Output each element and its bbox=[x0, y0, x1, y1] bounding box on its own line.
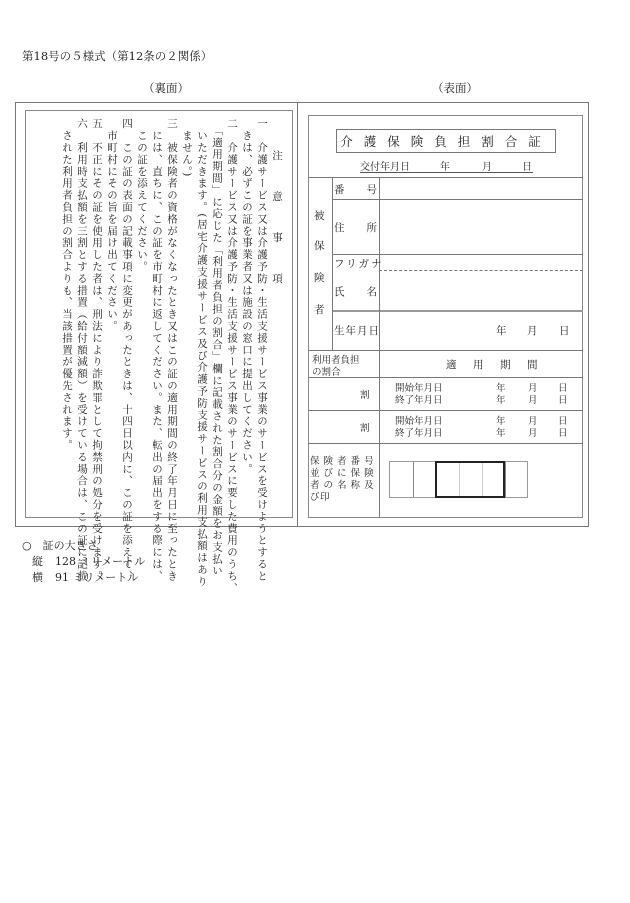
period-header: 適 用 期 間 bbox=[446, 359, 541, 371]
insured-label-column-rule bbox=[332, 177, 333, 350]
notes-heading: 注 意 事 項 bbox=[271, 150, 283, 294]
period-1-start-month: 月 bbox=[528, 383, 538, 394]
number-field[interactable] bbox=[381, 182, 579, 198]
birth-label: 生年月日 bbox=[334, 325, 380, 337]
insurer-digit-divider bbox=[505, 462, 506, 497]
note-line-12: 五 不正にその証を使用した者は、刑法により詐欺罪として拘禁刑の処分を受けます。 bbox=[91, 118, 103, 583]
period-2-end-day: 日 bbox=[558, 428, 568, 439]
period-2-end-month: 月 bbox=[528, 428, 538, 439]
issue-date-label: 交付年月日 bbox=[360, 162, 410, 173]
birth-day: 日 bbox=[559, 325, 570, 337]
period-2-start-year: 年 bbox=[496, 416, 506, 427]
insured-char-4: 者 bbox=[314, 304, 325, 316]
rule-after-address bbox=[332, 254, 583, 255]
note-line-8: には、直ちに、この証を市町村に返してください。また、転出の届出をする際には、 bbox=[151, 118, 163, 583]
insured-char-3: 険 bbox=[314, 272, 325, 284]
period-2-start-label: 開始年月日 bbox=[395, 416, 443, 427]
note-line-4: 「適用期間」に応じた「利用者負担の割合」欄に記載された割合分の金額をお支払い bbox=[211, 118, 223, 577]
furigana-field[interactable] bbox=[381, 256, 579, 269]
note-line-3: 二 介護サービス又は介護予防・生活支援サービス事業のサービスに要した費用のうち、 bbox=[226, 118, 238, 594]
value-column-rule bbox=[379, 177, 380, 518]
name-field[interactable] bbox=[381, 274, 579, 308]
rule-after-burden-header bbox=[308, 377, 583, 378]
period-1-end-label: 終了年月日 bbox=[395, 395, 443, 406]
period-1-end-month: 月 bbox=[528, 395, 538, 406]
rule-after-number bbox=[332, 199, 583, 200]
ratio-header-line-2: の割合 bbox=[312, 367, 341, 378]
card-title: 介護保険負担割合証 bbox=[336, 129, 556, 153]
note-line-14: された利用者負担の割合よりも、当該措置が優先されます。 bbox=[61, 118, 73, 452]
note-line-9: この証を添えてください。 bbox=[136, 118, 148, 273]
insured-char-2: 保 bbox=[314, 240, 325, 252]
number-label: 番 号 bbox=[334, 184, 377, 196]
size-heading: ○ 証の大きさ bbox=[22, 539, 98, 552]
rule-after-birth bbox=[308, 350, 583, 351]
issue-date-year: 年 bbox=[440, 162, 450, 173]
note-line-1: 一 介護サービス又は介護予防・生活支援サービス事業のサービスを受けようとすると bbox=[256, 118, 268, 583]
note-line-11: 市町村にその旨を届け出てください。 bbox=[106, 118, 118, 333]
rule-furigana-dashed bbox=[379, 270, 583, 271]
note-line-13: 六 利用時支払額を三割とする措置（給付額減額）を受けている場合は、この証に記載 bbox=[76, 118, 88, 583]
issue-date-month: 月 bbox=[482, 162, 492, 173]
card-fold-divider bbox=[297, 102, 298, 527]
size-height-value: 128 ミリメートル bbox=[55, 555, 146, 568]
table-top-rule bbox=[308, 177, 583, 178]
period-2-start-day: 日 bbox=[558, 416, 568, 427]
period-2-start-month: 月 bbox=[528, 416, 538, 427]
insured-char-1: 被 bbox=[314, 210, 325, 222]
note-line-7: 三 被保険者の資格がなくなったとき又はこの証の適用期間の終了年月日に至ったとき bbox=[166, 118, 178, 583]
size-height-label: 縦 bbox=[32, 555, 43, 568]
note-line-2: きは、必ずこの証を事業者又は施設の窓口に提出してください。 bbox=[241, 118, 253, 475]
birth-year: 年 bbox=[496, 325, 507, 337]
size-width-value: 91 ミリメートル bbox=[55, 571, 139, 584]
form-title: 第18号の５様式（第12条の２関係） bbox=[22, 49, 213, 63]
period-2-ratio-unit: 割 bbox=[360, 423, 370, 434]
insurer-label: 保 険 者 番 号 並 び に 保 険 者 の 名 称 及 び印 bbox=[310, 456, 375, 503]
furigana-label: フリガナ bbox=[334, 258, 384, 270]
period-1-end-year: 年 bbox=[496, 395, 506, 406]
back-side-label: （裏面） bbox=[143, 81, 189, 95]
note-line-6: ません。) bbox=[181, 118, 193, 178]
period-2-end-label: 終了年月日 bbox=[395, 428, 443, 439]
insurer-number-highlight bbox=[435, 461, 505, 498]
note-line-10: 四 この証の表面の記載事項に変更があったときは、十四日以内に、この証を添えて、 bbox=[121, 118, 133, 583]
front-side-label: （表面） bbox=[432, 81, 478, 95]
rule-after-name bbox=[332, 310, 583, 312]
address-field[interactable] bbox=[381, 203, 579, 251]
size-width-label: 横 bbox=[32, 571, 43, 584]
period-1-start-label: 開始年月日 bbox=[395, 383, 443, 394]
rule-after-period-1 bbox=[308, 410, 583, 411]
ratio-header-line-1: 利用者負担 bbox=[312, 355, 360, 366]
birth-month: 月 bbox=[527, 325, 538, 337]
issue-date-day: 日 bbox=[522, 162, 532, 173]
period-1-start-day: 日 bbox=[558, 383, 568, 394]
insurer-digit-divider bbox=[413, 462, 414, 497]
period-1-end-day: 日 bbox=[558, 395, 568, 406]
issue-date-line bbox=[360, 158, 533, 173]
name-label: 氏 名 bbox=[334, 286, 377, 298]
period-1-start-year: 年 bbox=[496, 383, 506, 394]
period-1-ratio-unit: 割 bbox=[360, 390, 370, 401]
period-2-end-year: 年 bbox=[496, 428, 506, 439]
note-line-5: いただきます。(居宅介護支援サービス及び介護予防支援サービスの利用支払額はあり bbox=[196, 118, 208, 588]
rule-after-period-2 bbox=[308, 443, 583, 444]
address-label: 住 所 bbox=[334, 222, 377, 234]
